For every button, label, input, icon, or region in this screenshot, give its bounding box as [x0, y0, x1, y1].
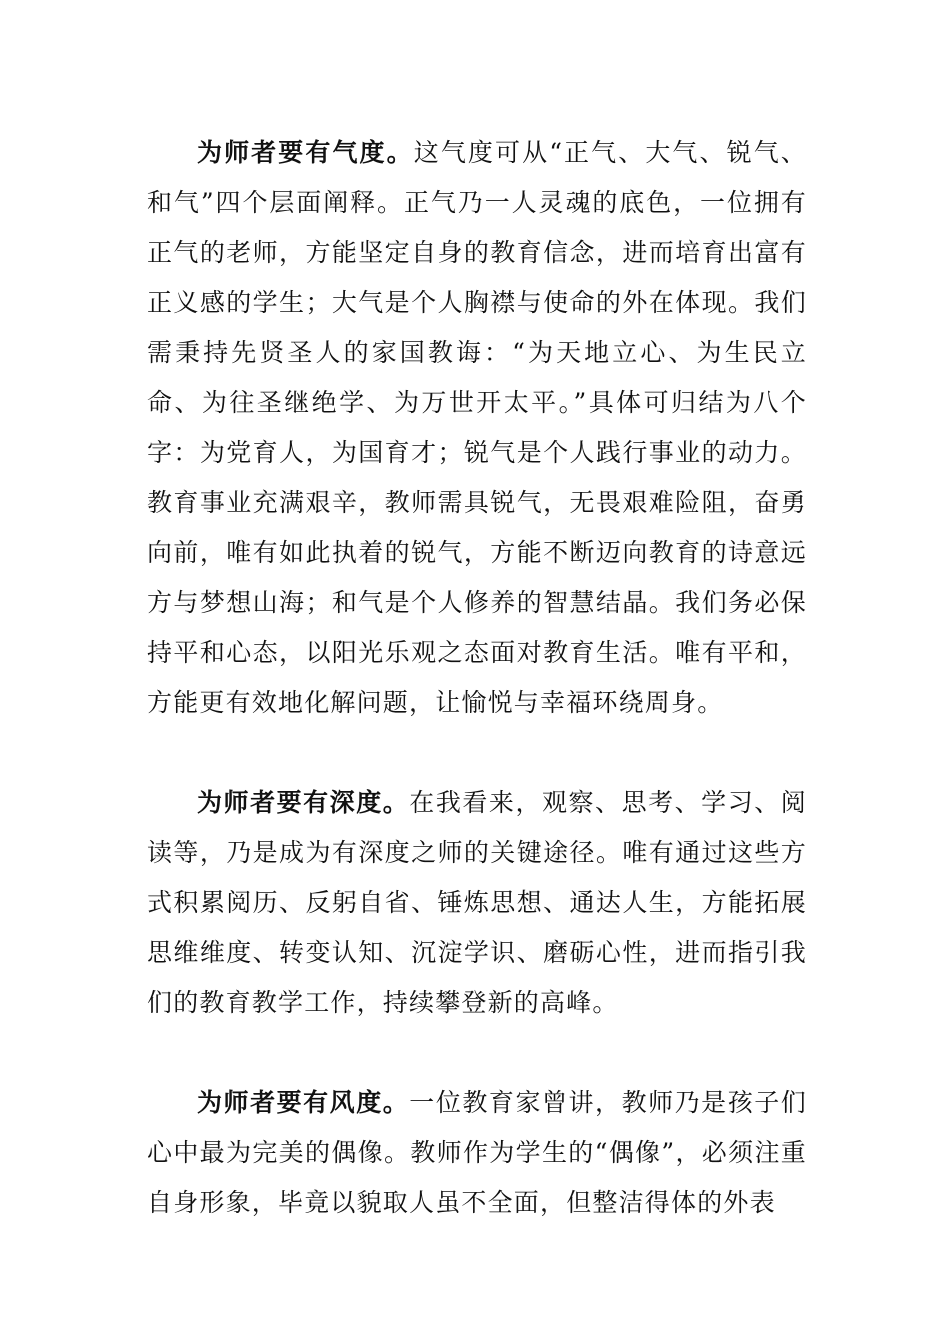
paragraph-text: 这气度可从“正气、大气、锐气、和气”四个层面阐释。正气乃一人灵魂的底色，一位拥有正气的老师，方能坚定自身的教育信念，进而培育出富有正义感的学生；大气是个人胸襟与使命的外在体现。我们需秉持先贤圣人的家国教诲：“为天地立心、为生民立命、为往圣继绝学、为万世开太平。”具体可归结为八个字：为党育人，为国育才；锐气是个人践行事业的动力。教育事业充满艰辛，教师需具锐气，无畏艰难险阻，奋勇向前，唯有如此执着的锐气，方能不断迈向教育的诗意远方与梦想山海；和气是个人修养的智慧结晶。我们务必保持平和心态，以阳光乐观之态面对教育生活。唯有平和，方能更有效地化解问题，让愉悦与幸福环绕周身。	[147, 138, 807, 717]
document-body	[147, 128, 807, 1278]
paragraph-heading: 为师者要有深度。	[197, 788, 410, 817]
paragraph-text: 在我看来，观察、思考、学习、阅读等，乃是成为有深度之师的关键途径。唯有通过这些方式积累阅历、反躬自省、锤炼思想、通达人生，方能拓展思维维度、转变认知、沉淀学识、磨砺心性，进而指引我们的教育教学工作，持续攀登新的高峰。	[147, 788, 807, 1017]
paragraph-heading: 为师者要有气度。	[197, 138, 414, 167]
paragraph-text: 一位教育家曾讲，教师乃是孩子们心中最为完美的偶像。教师作为学生的“偶像”，必须注重自身形象，毕竟以貌取人虽不全面，但整洁得体的外表	[147, 1088, 807, 1217]
paragraph-heading: 为师者要有风度。	[197, 1088, 410, 1117]
paragraph-demeanor	[147, 1078, 807, 1228]
paragraph-temperament	[147, 128, 807, 728]
paragraph-depth	[147, 778, 807, 1028]
